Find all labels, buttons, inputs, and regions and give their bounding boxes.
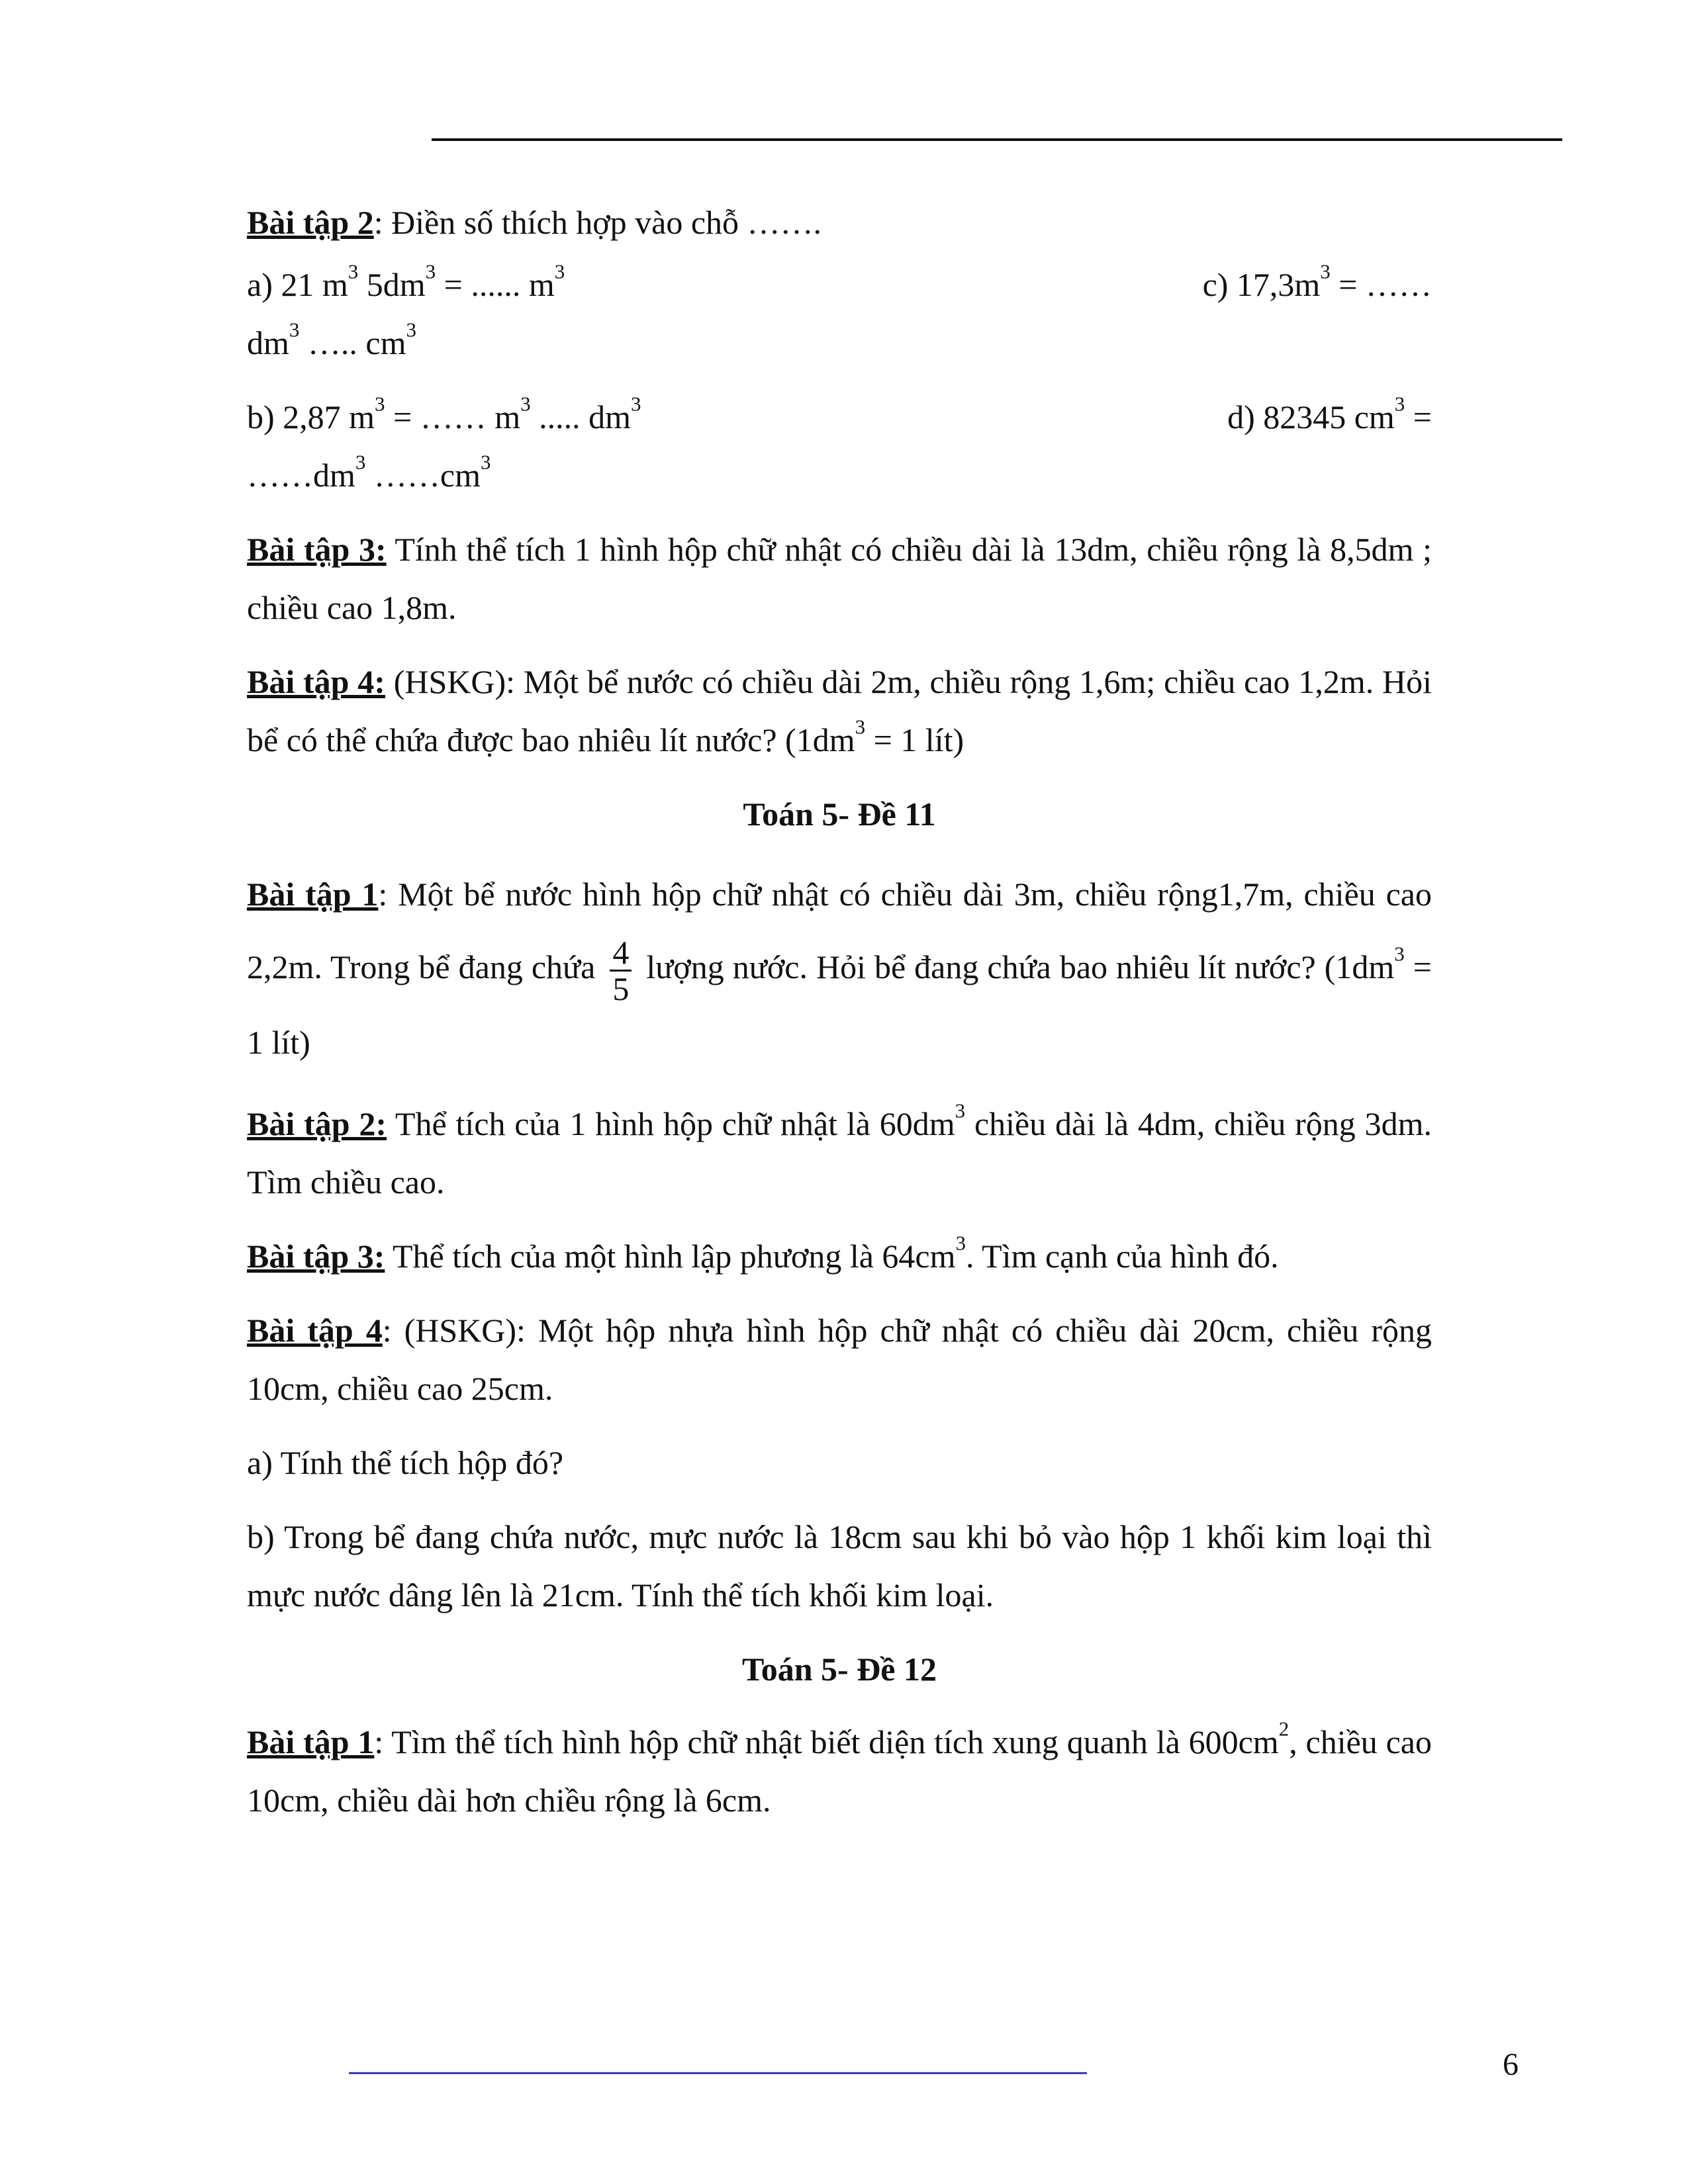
footer-rule bbox=[349, 2072, 1087, 2074]
exercise-2-prompt: Bài tập 2: Điền số thích hợp vào chỗ ……. bbox=[247, 204, 822, 241]
de11-exercise-4a: a) Tính thể tích hộp đó? bbox=[247, 1444, 564, 1482]
page-content bbox=[247, 193, 1432, 1845]
exercise-4: Bài tập 4: (HSKG): Một bể nước có chiều dài 2m, chiều rộng 1,6m; chiều cao 1,2m. Hỏi bể có thể chứa được bao nhiêu lít nước? ($1dm^3 = 1$ lít) bbox=[247, 663, 1432, 758]
exercise-2-row-a-c bbox=[247, 255, 1432, 314]
exercise-label: Bài tập 3: bbox=[247, 1238, 385, 1275]
de11-exercise-3: Bài tập 3: Thể tích của một hình lập phương là $64cm^3$. Tìm cạnh của hình đó. bbox=[247, 1231, 1279, 1275]
item-d-continued: $\dots\dots dm^3$ $\dots\dots cm^3$ bbox=[247, 450, 491, 494]
de11-exercise-4: Bài tập 4: (HSKG): Một hộp nhựa hình hộp chữ nhật có chiều dài 20cm, chiều rộng 10cm, chiều cao 25cm. bbox=[247, 1312, 1432, 1408]
item-c-continued: $dm^3$ ….. $cm^3$ bbox=[247, 318, 416, 361]
item-b: b) 2,87 $m^3$ = …… $m^3$ ..... $dm^3$ bbox=[247, 392, 641, 435]
de11-exercise-2: Bài tập 2: Thể tích của 1 hình hộp chữ nhật là $60dm^3$ chiều dài là 4dm, chiều rộng 3dm. Tìm chiều cao. bbox=[247, 1099, 1432, 1201]
exercise-label: Bài tập 4: bbox=[247, 663, 385, 700]
de12-exercise-1: Bài tập 1: Tìm thể tích hình hộp chữ nhật biết diện tích xung quanh là $600cm^2$, chiều cao 10cm, chiều dài hơn chiều rộng là 6cm. bbox=[247, 1717, 1432, 1819]
item-c: c) $17,3m^3$ = …… bbox=[1202, 259, 1432, 303]
exercise-label: Bài tập 2: bbox=[247, 1105, 387, 1143]
section-heading-de-12: Toán 5- Đề 12 bbox=[741, 1651, 937, 1688]
exercise-label: Bài tập 2 bbox=[247, 204, 374, 241]
exercise-label: Bài tập 1 bbox=[247, 876, 379, 913]
exercise-3: Bài tập 3: Tính thể tích 1 hình hộp chữ nhật có chiều dài là 13dm, chiều rộng là 8,5dm ; chiều cao 1,8m. bbox=[247, 531, 1432, 626]
header-rule bbox=[432, 138, 1562, 141]
section-heading-de-11: Toán 5- Đề 11 bbox=[743, 796, 936, 833]
exercise-2-row-b-d bbox=[247, 388, 1432, 446]
item-d: d) 82345 $cm^3$ = bbox=[1227, 392, 1432, 435]
page-number: 6 bbox=[1503, 2047, 1519, 2082]
exercise-label: Bài tập 3: bbox=[247, 531, 387, 568]
exercise-label: Bài tập 4 bbox=[247, 1312, 383, 1349]
fraction: $\frac{4}{5}$ bbox=[610, 935, 632, 1006]
de11-exercise-4b: b) Trong bể đang chứa nước, mực nước là 18cm sau khi bỏ vào hộp 1 khối kim loại thì mực nước dâng lên là 21cm. Tính thể tích khối kim loại. bbox=[247, 1518, 1432, 1614]
de11-exercise-1: Bài tập 1: Một bể nước hình hộp chữ nhật có chiều dài 3m, chiều rộng1,7m, chiều cao 2,2m. Trong bể đang chứa $\frac{4}{5}$ lượng nước. Hỏi bể đang chứa bao nhiêu lít nước? ($1dm^3 = 1$ lít) bbox=[247, 876, 1432, 1062]
item-a: a) 21 $m^3$ $5dm^3$ = ...... $m^3$ bbox=[247, 259, 565, 303]
exercise-label: Bài tập 1 bbox=[247, 1723, 375, 1761]
